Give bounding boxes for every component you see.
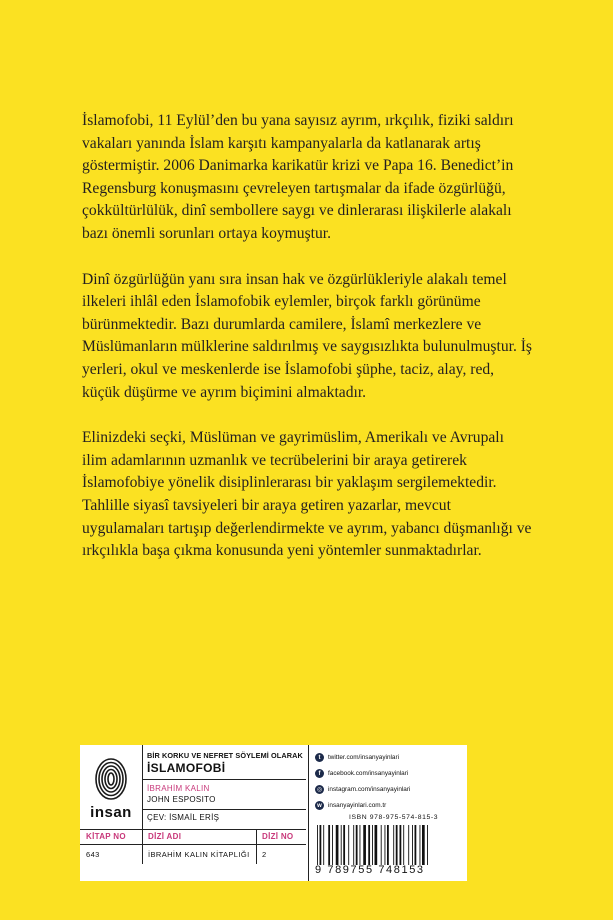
- barcode: [317, 825, 462, 865]
- social-label: facebook.com/insanyayinlari: [328, 770, 409, 777]
- meta-header-kitap-no: KİTAP NO: [86, 832, 126, 841]
- paragraph-3: Elinizdeki seçki, Müslüman ve gayrimüslim, Amerikalı ve Avrupalı ilim adamlarının uzmanlık ve tecrübelerini bir araya getirerek İslamofobiye yönelik disiplinlerarası bir yaklaşım sergilemektedir. Tahlille siyasî tavsiyeleri bir araya getiren yazarlar, mevcut uygulamaları tartışıp değerlendirmekte ve ayrım, yabancı düşmanlığı ve ırkçılıkla başa çıkma konusunda yeni yöntemler sunmaktadırlar.: [82, 429, 532, 560]
- divider: [256, 830, 257, 864]
- meta-header-dizi-adi: DİZİ ADI: [148, 832, 182, 841]
- divider: [142, 830, 143, 864]
- series-line: BİR KORKU VE NEFRET SÖYLEMİ OLARAK: [147, 751, 303, 760]
- social-label: instagram.com/insanyayinlari: [328, 786, 411, 793]
- social-label: insanyayinlari.com.tr: [328, 802, 387, 809]
- barcode-number: 9 789755 748153: [315, 864, 425, 876]
- instagram-icon: ◎: [316, 787, 323, 793]
- isbn: ISBN 978-975-574-815-3: [349, 814, 439, 821]
- meta-value-kitap-no: 643: [86, 850, 100, 859]
- author-1: İBRAHİM KALIN: [147, 784, 210, 793]
- social-twitter: [315, 753, 399, 762]
- website-icon: w: [315, 801, 324, 810]
- book-title: İSLAMOFOBİ: [147, 761, 226, 775]
- publisher-logo: [80, 745, 143, 829]
- facebook-icon: f: [315, 769, 324, 778]
- meta-table: [80, 829, 306, 882]
- divider: [80, 844, 306, 845]
- publisher-name: insan: [90, 804, 132, 821]
- divider: [143, 809, 306, 810]
- book-info-panel: [80, 745, 467, 881]
- twitter-icon: t: [315, 753, 324, 762]
- authors: [147, 783, 216, 805]
- social-instagram: [315, 785, 410, 794]
- social-facebook: [315, 769, 408, 778]
- book-details: [143, 745, 306, 829]
- divider: [143, 779, 306, 780]
- back-cover-text: [82, 110, 532, 586]
- meta-value-dizi-no: 2: [262, 850, 267, 859]
- meta-header-dizi-no: DİZİ NO: [262, 832, 294, 841]
- paragraph-1: İslamofobi, 11 Eylül’den bu yana sayısız ayrım, ırkçılık, fiziki saldırı vakaları yanında İslam karşıtı kampanyalarla da katlanarak artış göstermiştir. 2006 Danimarka karikatür krizi ve Papa 16. Benedict’in Regensburg konuşmasını çevreleyen tartışmalar da ifade özgürlüğü, çokkültürlülük, dinî sembollere saygı ve dinlerarası ilişkilerle alakalı bazı önemli sorunları ortaya koymuştur.: [82, 112, 514, 242]
- translator: ÇEV: İSMAİL ERİŞ: [147, 813, 220, 822]
- social-label: twitter.com/insanyayinlari: [328, 754, 400, 761]
- author-2: JOHN ESPOSITO: [147, 795, 216, 804]
- paragraph-2: Dinî özgürlüğün yanı sıra insan hak ve özgürlükleriyle alakalı temel ilkeleri ihlâl eden İslamofobik eylemler, birçok farklı görünüme bürünmektedir. Bazı durumlarda camilere, İslamî merkezlere ve Müslümanların mülklerine saldırılmış ve saygısızlıkta bulunulmuştur. İş yerleri, okul ve meskenlerde ise İslamofobi şüphe, taciz, alay, red, küçük düşürme ve ayrım biçimini almaktadır.: [82, 270, 533, 401]
- contact-and-barcode: [308, 745, 468, 881]
- meta-value-dizi-adi: İBRAHİM KALIN KİTAPLIĞI: [148, 850, 250, 859]
- fingerprint-icon: [94, 757, 128, 801]
- social-website: [315, 801, 386, 810]
